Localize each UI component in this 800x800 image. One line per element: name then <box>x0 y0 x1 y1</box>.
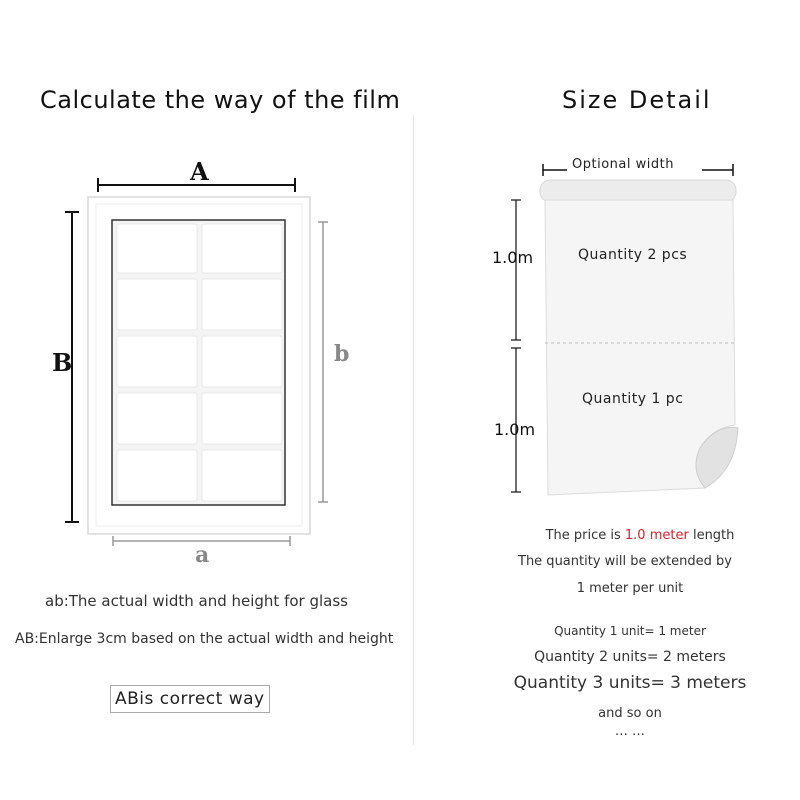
per-unit-line: 1 meter per unit <box>576 581 684 596</box>
ellipsis-line: … … <box>614 724 646 739</box>
quantity-2-line: Quantity 2 units= 2 meters <box>534 649 726 665</box>
note-AB: AB:Enlarge 3cm based on the actual width and height <box>15 631 394 647</box>
label-b: b <box>334 341 350 367</box>
price-highlight: 1.0 meter <box>624 528 689 543</box>
label-A: A <box>190 157 209 186</box>
section-divider <box>413 115 414 745</box>
quantity-3-line: Quantity 3 units= 3 meters <box>513 673 747 693</box>
upper-length-line <box>511 200 521 340</box>
extended-line: The quantity will be extended by <box>518 554 732 569</box>
upper-quantity-label: Quantity 2 pcs <box>578 247 688 263</box>
note-ab: ab:The actual width and height for glass <box>45 592 348 610</box>
correct-way-box: ABis correct way <box>110 685 270 713</box>
film-roll-diagram <box>470 150 770 510</box>
lower-length-label: 1.0m <box>494 420 536 439</box>
price-line <box>470 528 800 543</box>
price-prefix: The price is <box>545 528 625 543</box>
upper-length-label: 1.0m <box>492 248 534 267</box>
left-title: Calculate the way of the film <box>40 86 401 114</box>
optional-width-label: Optional width <box>572 157 674 172</box>
quantity-1-line: Quantity 1 unit= 1 meter <box>554 624 706 638</box>
dimension-b-line <box>318 222 328 502</box>
label-a: a <box>195 542 210 568</box>
label-B: B <box>52 348 73 377</box>
film-sheet <box>540 180 738 495</box>
right-title: Size Detail <box>562 86 712 114</box>
price-suffix: length <box>688 528 735 543</box>
and-so-on-line: and so on <box>598 706 662 721</box>
lower-quantity-label: Quantity 1 pc <box>582 391 684 407</box>
